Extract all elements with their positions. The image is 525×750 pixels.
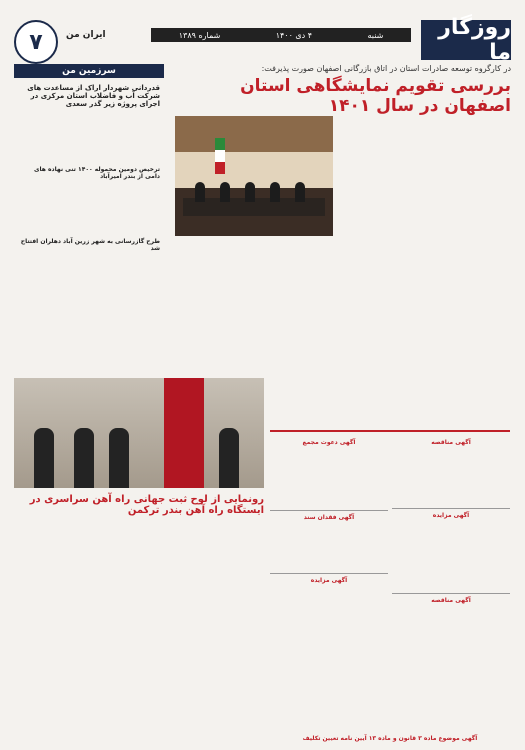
person-image (109, 428, 129, 488)
person-image (220, 182, 230, 202)
ad-title: آگهی مناقصه (431, 597, 471, 604)
news-title: طرح گازرسانی به شهر زرین آباد دهلران افتتاح شد (20, 238, 160, 252)
article-headline: بررسی تقویم نمایشگاهی استان اصفهان در سال ۱۴۰۱ (240, 76, 511, 116)
person-image (195, 182, 205, 202)
ad-title: آگهی مناقصه (431, 439, 471, 446)
person-image (245, 182, 255, 202)
ad-title: آگهی مزایده (432, 512, 470, 519)
red-curtain-image (164, 378, 204, 488)
person-image (219, 428, 239, 488)
flag-image (215, 138, 225, 174)
article-text-column (355, 108, 425, 428)
ads-footer: آگهی موضوع ماده ۳ قانون و ماده ۱۳ آیین نامه تعیین تکلیف (302, 735, 478, 742)
sidebar-header: سرزمین من (14, 64, 164, 78)
bottom-headline: رونمایی از لوح ثبت جهانی راه آهن سراسری در ایستگاه راه آهن بندر ترکمن (29, 494, 264, 516)
meeting-photo (175, 116, 333, 236)
ad-title: آگهی مزایده (310, 577, 348, 584)
ad-column (392, 436, 510, 736)
person-image (270, 182, 280, 202)
news-title: ترخیص دومین محموله ۱۴۰۰ تنی نهاده های دامی از بندر امیرآباد (33, 166, 160, 180)
section-label: ایران من (66, 30, 106, 40)
news-text (18, 254, 160, 364)
ad-body (270, 522, 388, 570)
article-text-column (431, 108, 511, 428)
person-image (34, 428, 54, 488)
ad-body (270, 447, 388, 507)
person-image (295, 182, 305, 202)
weekday: شنبه (367, 30, 384, 40)
ad-title: آگهی دعوت مجمع (302, 439, 356, 446)
ad-separator (392, 508, 510, 509)
date-bar (151, 28, 411, 42)
ads-section (270, 430, 510, 740)
unveiling-photo (14, 378, 264, 488)
ad-body (270, 585, 388, 705)
issue-number: شماره ۱۳۸۹ (178, 30, 221, 40)
ad-body (392, 605, 510, 705)
ad-separator (270, 573, 388, 574)
news-title: قدردانی شهردار اراک از مساعدت های شرکت آب و فاضلاب استان مرکزی در اجرای پروژه زیر گذر سعدی (27, 84, 160, 108)
person-image (74, 428, 94, 488)
masthead (14, 15, 511, 65)
ad-column (270, 436, 388, 736)
news-text (18, 182, 160, 230)
newspaper-logo: روزگار ما (421, 20, 511, 60)
article-kicker: در کارگروه توسعه صادرات استان در اتاق بازرگانی اصفهان صورت پذیرفت: (261, 64, 511, 73)
ad-body (392, 447, 510, 505)
news-text (18, 110, 160, 158)
page-number: ۷ (14, 20, 58, 64)
ad-title: آگهی فقدان سند (303, 514, 355, 521)
bottom-article-text (14, 512, 264, 738)
date: ۴ دی ۱۴۰۰ (275, 30, 313, 40)
ad-separator (270, 510, 388, 511)
ad-body (392, 520, 510, 590)
ad-separator (392, 593, 510, 594)
